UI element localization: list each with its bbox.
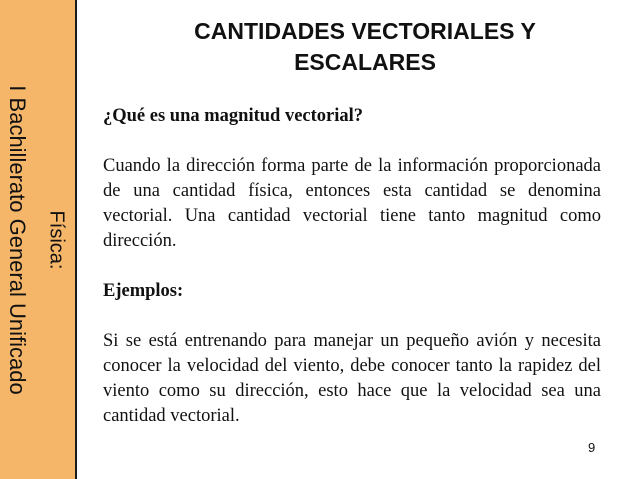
example-paragraph: Si se está entrenando para manejar un pequeño avión y necesita conocer la velocidad del viento, debe conocer tanto la rapidez del viento como su dirección, esto hace que la velocidad sea una cantidad vectorial. — [103, 331, 601, 426]
slide-content — [103, 104, 601, 429]
page-number: 9 — [588, 440, 596, 455]
slide-title-line1: CANTIDADES VECTORIALES Y — [194, 18, 536, 44]
slide-title — [140, 16, 590, 78]
definition-paragraph: Cuando la dirección forma parte de la información proporcionada de una cantidad física, entonces esta cantidad se denomina vectorial. Una cantidad vectorial tiene tanto magnitud como dirección. — [103, 156, 601, 251]
slide-title-line2: ESCALARES — [294, 49, 436, 75]
sidebar-subject-label: Física: — [45, 210, 68, 270]
question-heading: ¿Qué es una magnitud vectorial? — [103, 106, 364, 126]
examples-heading: Ejemplos: — [103, 281, 184, 301]
sidebar — [0, 0, 77, 479]
sidebar-course-label: I Bachillerato General Unificado — [5, 85, 30, 395]
